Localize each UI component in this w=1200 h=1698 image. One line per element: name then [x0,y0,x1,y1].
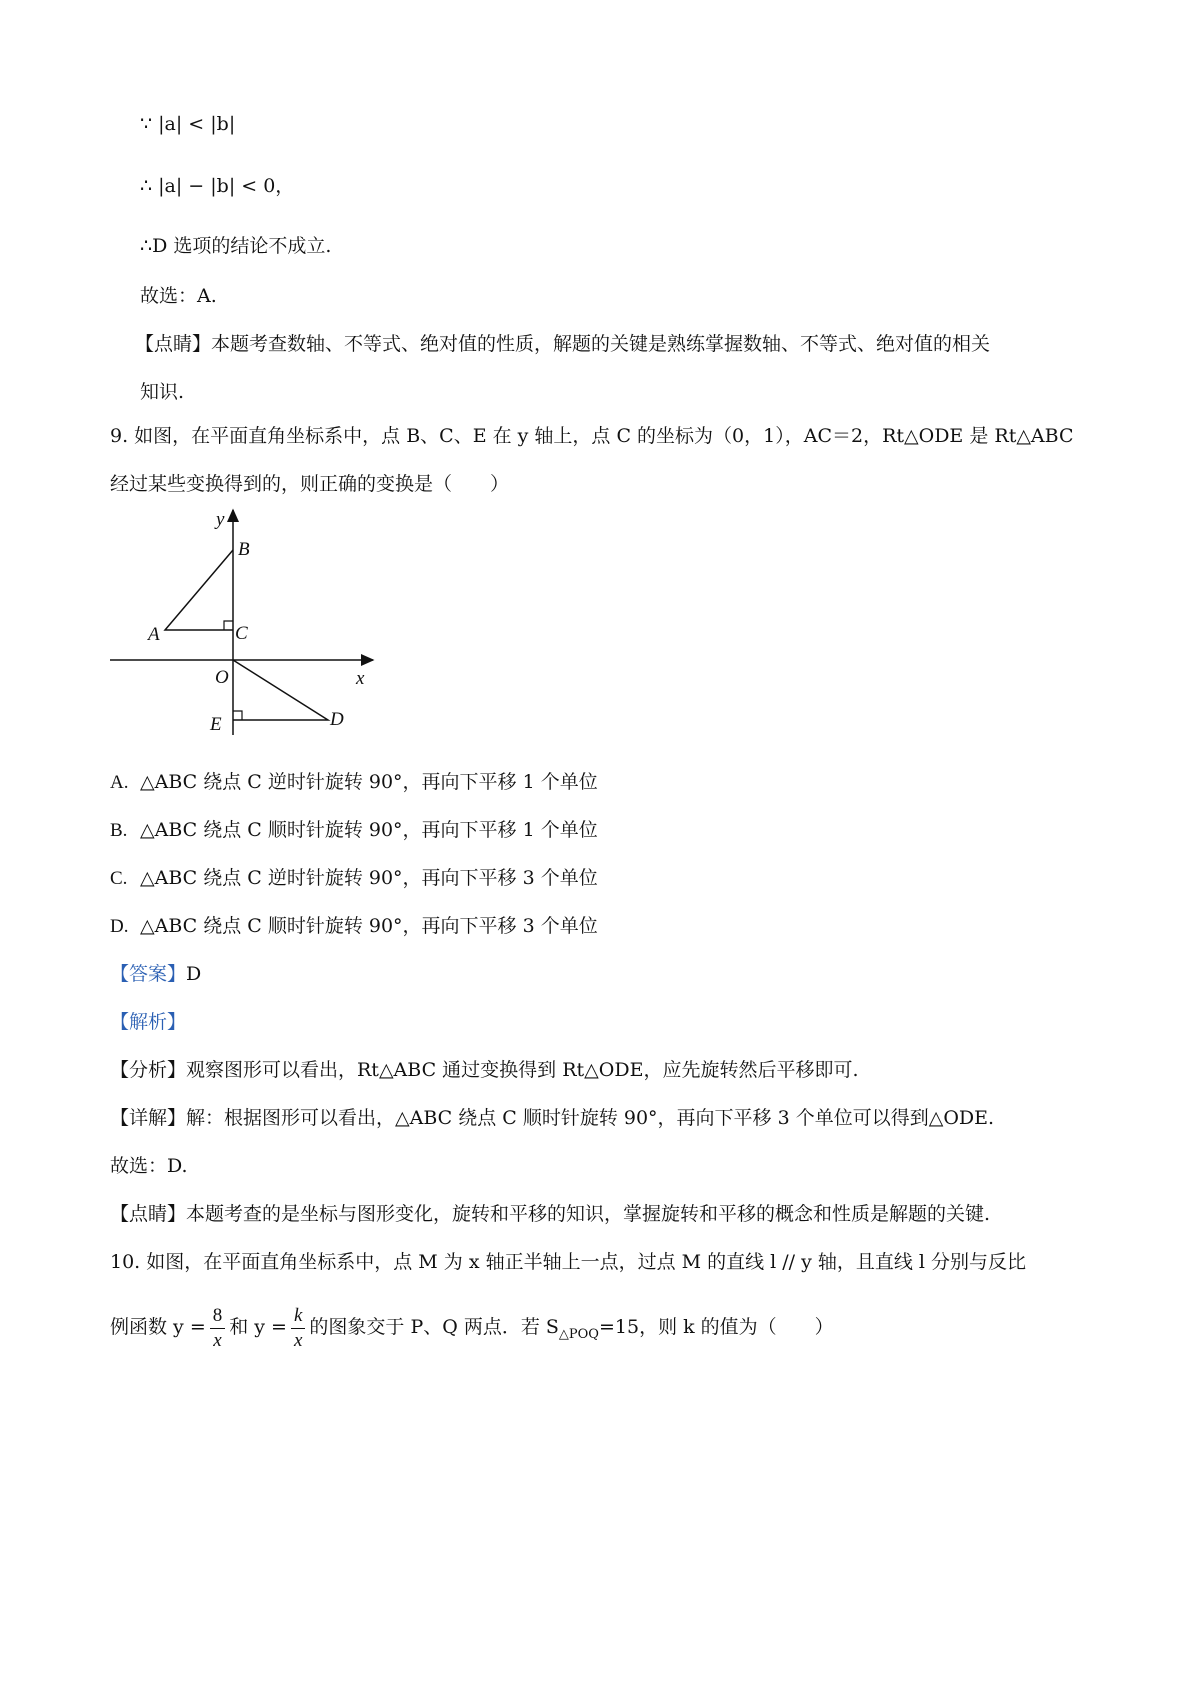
fraction-8-over-x [210,1304,226,1353]
option-text: △ABC 绕点 C 顺时针旋转 90°，再向下平移 1 个单位 [140,819,598,841]
option-letter: D. [110,916,129,937]
q9-option-a[interactable] [110,768,598,797]
option-letter: C. [110,868,128,889]
q10-stem-line2 [110,1300,834,1362]
label-d: D [330,709,344,730]
q9-option-c[interactable] [110,864,598,893]
triangle-abc [165,550,233,630]
label-a: A [148,624,160,645]
line-abs-difference: ∴ |a| − |b| < 0， [140,175,295,197]
line-abs-compare: ∵ |a| < |b| [140,113,236,135]
q9-dianjing: 【点睛】本题考查的是坐标与图形变化，旋转和平移的知识，掌握旋转和平移的概念和性质是解题的关键. [110,1203,991,1225]
option-letter: B. [110,820,128,841]
line-conclusion-d: ∴D 选项的结论不成立. [140,235,332,257]
area-subscript: △POQ [558,1326,599,1342]
frac1-denominator: x [213,1329,222,1351]
right-angle-c [224,621,233,630]
label-b: B [238,539,250,560]
label-e: E [210,714,222,735]
answer-label: 【答案】 [110,963,187,985]
line-dianjing-8a: 【点睛】本题考查数轴、不等式、绝对值的性质，解题的关键是熟练掌握数轴、不等式、绝对值的相关 [135,333,991,355]
triangle-ode [233,660,328,720]
q9-analysis-label: 【解析】 [110,1011,187,1033]
frac1-numerator: 8 [210,1304,226,1329]
answer-value: D [186,963,202,985]
q9-choose-d: 故选：D. [110,1155,188,1177]
label-y: y [216,509,225,530]
q10-post2: =15，则 k 的值为（ ） [598,1316,834,1338]
q10-mid: 和 y = [229,1316,287,1338]
label-x: x [356,668,365,689]
q9-fenxi: 【分析】观察图形可以看出，Rt△ABC 通过变换得到 Rt△ODE，应先旋转然后平移即可. [110,1059,859,1081]
line-dianjing-8b: 知识. [140,381,185,403]
q9-option-d[interactable] [110,912,598,941]
label-c: C [235,623,248,644]
q10-post1: 的图象交于 P、Q 两点．若 S [309,1316,559,1338]
frac2-numerator: k [291,1304,305,1329]
q9-option-b[interactable] [110,816,598,845]
q9-stem-line2: 经过某些变换得到的，则正确的变换是（ ） [110,473,510,495]
option-letter: A. [110,772,129,793]
q9-stem-line1: 9. 如图，在平面直角坐标系中，点 B、C、E 在 y 轴上，点 C 的坐标为（0，1），AC＝2，Rt△ODE 是 Rt△ABC [110,425,1074,447]
option-text: △ABC 绕点 C 逆时针旋转 90°，再向下平移 1 个单位 [140,771,598,793]
q9-answer [110,960,201,988]
option-text: △ABC 绕点 C 逆时针旋转 90°，再向下平移 3 个单位 [140,867,598,889]
right-angle-e [233,711,242,720]
label-o: O [215,667,229,688]
q10-pre: 例函数 y = [110,1316,206,1338]
fraction-k-over-x [291,1304,305,1353]
frac2-denominator: x [293,1329,303,1351]
q9-coordinate-figure [108,505,388,745]
line-choose-a: 故选：A. [140,285,217,307]
q9-xiangjie: 【详解】解：根据图形可以看出，△ABC 绕点 C 顺时针旋转 90°，再向下平移 3 个单位可以得到△ODE. [110,1107,995,1129]
q10-stem-line1: 10. 如图，在平面直角坐标系中，点 M 为 x 轴正半轴上一点，过点 M 的直线 l // y 轴，且直线 l 分别与反比 [110,1251,1027,1273]
option-text: △ABC 绕点 C 顺时针旋转 90°，再向下平移 3 个单位 [140,915,598,937]
